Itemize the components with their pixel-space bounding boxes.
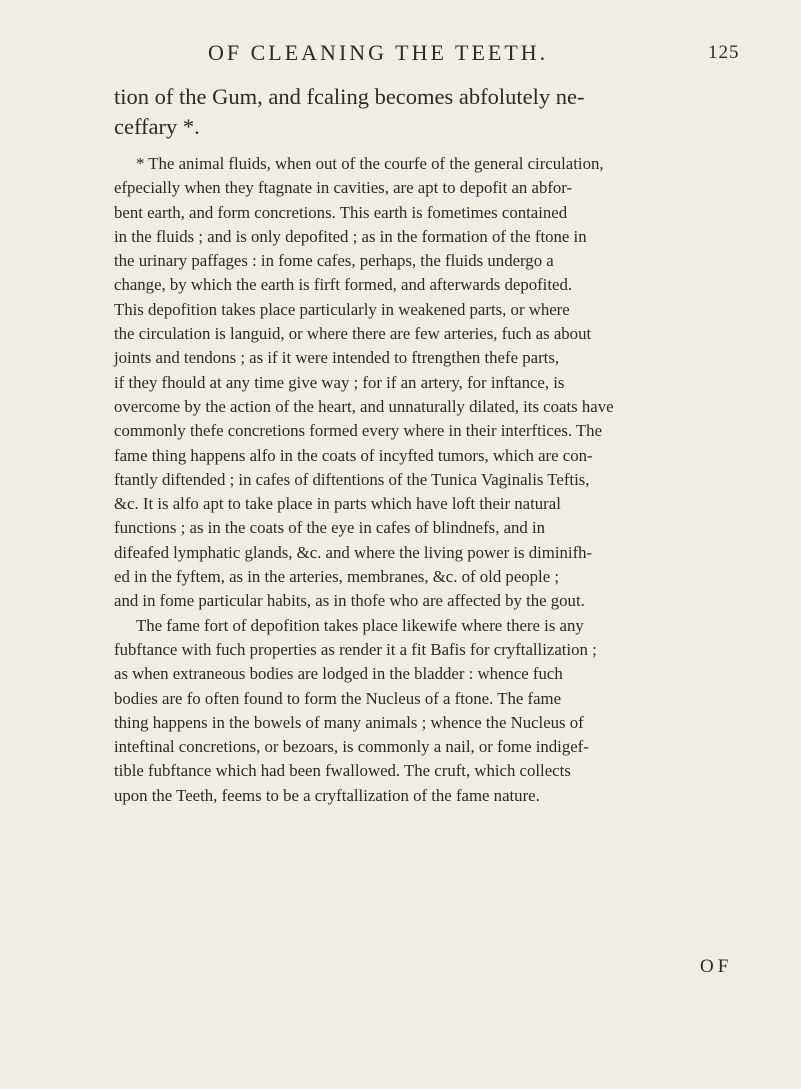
footnote-line: as when extraneous bodies are lodged in the bladder : whence fuch bbox=[114, 664, 563, 684]
footnote-line: difeafed lymphatic glands, &c. and where the living power is diminifh- bbox=[114, 542, 593, 562]
footnote-line: bent earth, and form concretions. This earth is fometimes contained bbox=[114, 202, 568, 222]
footnote-line: bodies are fo often found to form the Nucleus of a ftone. The fame bbox=[114, 688, 562, 708]
footnote-line: the circulation is languid, or where there are few arteries, fuch as about bbox=[114, 324, 592, 344]
footnote-line: in the fluids ; and is only depofited ; as in the formation of the ftone in bbox=[114, 226, 587, 246]
footnote-line: efpecially when they ftagnate in cavities, are apt to depofit an abfor- bbox=[114, 178, 573, 198]
footnote-line: fubftance with fuch properties as render it a fit Bafis for cryftallization ; bbox=[114, 639, 597, 659]
footnote-line: functions ; as in the coats of the eye in cafes of blindnefs, and in bbox=[114, 518, 546, 538]
footnote-line: overcome by the action of the heart, and unnaturally dilated, its coats have bbox=[114, 396, 614, 416]
footnote-line: * The animal fluids, when out of the courfe of the general circulation, bbox=[136, 154, 604, 173]
main-text-line: tion of the Gum, and fcaling becomes abfolutely ne- bbox=[114, 84, 585, 109]
footnote-line: fame thing happens alfo in the coats of incyfted tumors, which are con- bbox=[114, 445, 593, 465]
footnote-line: thing happens in the bowels of many animals ; whence the Nucleus of bbox=[114, 712, 584, 732]
catchword: OF bbox=[700, 956, 733, 977]
footnote-line: tible fubftance which had been fwallowed. The cruft, which collects bbox=[114, 761, 571, 781]
footnote-line: the urinary paffages : in fome cafes, perhaps, the fluids undergo a bbox=[114, 251, 554, 271]
main-text-line: ceffary *. bbox=[114, 114, 200, 139]
footnote-line: inteftinal concretions, or bezoars, is commonly a nail, or fome indigef- bbox=[114, 737, 589, 757]
footnote-line: change, by which the earth is firft formed, and afterwards depofited. bbox=[114, 275, 573, 295]
footnote-line: if they fhould at any time give way ; for if an artery, for inftance, is bbox=[114, 372, 565, 392]
main-text bbox=[114, 82, 754, 142]
footnote-line: The fame fort of depofition takes place likewife where there is any bbox=[136, 615, 584, 635]
footnote-line: and in fome particular habits, as in thofe who are affected by the gout. bbox=[114, 591, 585, 611]
footnote-line: joints and tendons ; as if it were intended to ftrengthen thefe parts, bbox=[114, 348, 560, 368]
footnote-line: This depofition takes place particularly in weakened parts, or where bbox=[114, 299, 570, 319]
footnote-line: upon the Teeth, feems to be a cryftallization of the fame nature. bbox=[114, 785, 540, 805]
running-header bbox=[208, 40, 748, 66]
footnote bbox=[114, 152, 754, 808]
footnote-line: commonly thefe concretions formed every where in their interftices. The bbox=[114, 421, 603, 441]
footnote-line: ed in the fyftem, as in the arteries, membranes, &c. of old people ; bbox=[114, 567, 560, 587]
page-number: 125 bbox=[708, 42, 740, 63]
footnote-line: &c. It is alfo apt to take place in parts which have loft their natural bbox=[114, 494, 561, 514]
running-title: OF CLEANING THE TEETH. bbox=[208, 40, 549, 65]
footnote-line: ftantly diftended ; in cafes of diftentions of the Tunica Vaginalis Teftis, bbox=[114, 469, 590, 489]
